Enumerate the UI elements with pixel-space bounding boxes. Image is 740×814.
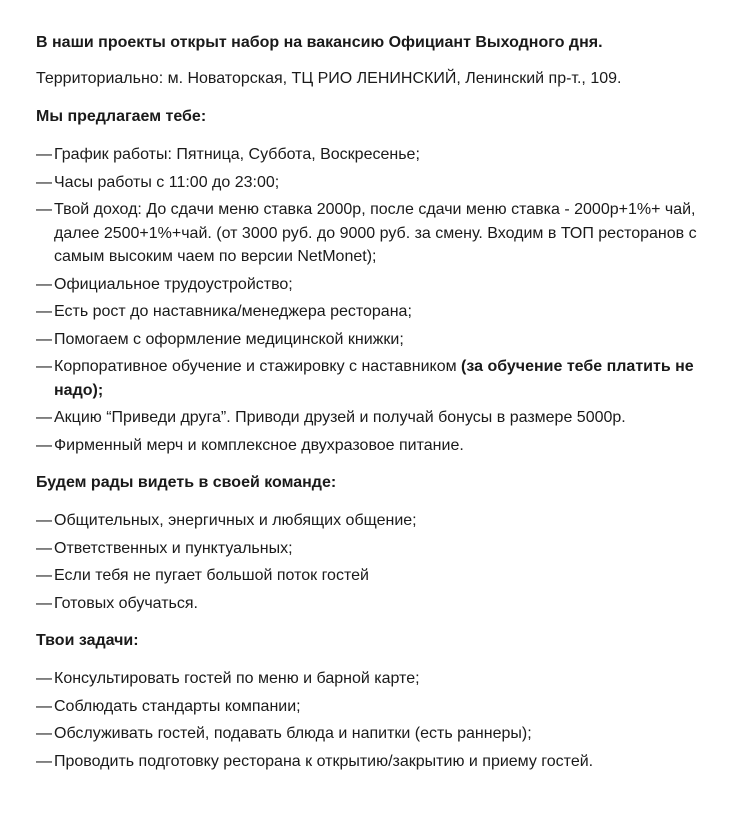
offer-item-text: График работы: Пятница, Суббота, Воскресенье; (54, 146, 420, 163)
dash-bullet: — (36, 725, 52, 742)
offer-item-text: Твой доход: До сдачи меню ставка 2000р, после сдачи меню ставка - 2000р+1%+ чай, далее 2500+1%+чай. (от 3000 руб. до 9000 руб. за смену. Входим в ТОП ресторанов с самым высоким чаем по версии NetMonet); (54, 201, 697, 265)
team-item-text: Готовых обучаться. (54, 594, 198, 612)
list-item (36, 273, 726, 297)
training-note: (за обучение тебе платить не надо); (54, 358, 694, 399)
team-item-text: Ответственных и пунктуальных; (54, 539, 293, 557)
list-item (36, 328, 726, 352)
task-item-text: Консультировать гостей по меню и барной карте; (54, 670, 420, 687)
offer-item-text: Официальное трудоустройство; (54, 275, 293, 293)
dash-bullet: — (36, 201, 52, 218)
dash-bullet: — (36, 697, 52, 715)
list-item (36, 750, 726, 774)
dash-bullet: — (36, 173, 52, 191)
tasks-title: Твои задачи: (36, 632, 139, 649)
dash-bullet: — (36, 512, 52, 529)
dash-bullet: — (36, 539, 52, 557)
dash-bullet: — (36, 303, 52, 320)
vacancy-headline: В наши проекты открыт набор на вакансию Официант Выходного дня. (36, 34, 603, 51)
location-text: Территориально: м. Новаторская, ТЦ РИО ЛЕНИНСКИЙ, Ленинский пр-т., 109. (36, 70, 622, 87)
list-item (36, 171, 726, 195)
team-item-text: Общительных, энергичных и любящих общение; (54, 512, 417, 529)
dash-bullet: — (36, 436, 52, 454)
offer-title: Мы предлагаем тебе: (36, 108, 207, 125)
list-item (36, 198, 726, 269)
list-item (36, 406, 726, 430)
list-item (36, 143, 726, 167)
team-item-text: Если тебя не пугает большой поток гостей (54, 567, 369, 584)
list-item (36, 592, 726, 616)
dash-bullet: — (36, 567, 52, 584)
team-title: Будем рады видеть в своей команде: (36, 474, 337, 491)
task-item-text: Проводить подготовку ресторана к открытию/закрытию и приему гостей. (54, 752, 594, 770)
offer-item-text: Есть рост до наставника/менеджера ресторана; (54, 303, 412, 320)
task-item-text: Соблюдать стандарты компании; (54, 697, 301, 715)
dash-bullet: — (36, 358, 52, 375)
list-item (36, 722, 726, 746)
list-item (36, 564, 726, 588)
list-item (36, 509, 726, 533)
list-item (36, 537, 726, 561)
offer-item-text: Часы работы с 11:00 до 23:00; (54, 173, 280, 191)
list-item (36, 695, 726, 719)
list-item (36, 667, 726, 691)
offer-item-text: Фирменный мерч и комплексное двухразовое питание. (54, 436, 464, 454)
list-item (36, 355, 726, 402)
list-item (36, 300, 726, 324)
dash-bullet: — (36, 670, 52, 687)
dash-bullet: — (36, 409, 52, 426)
offer-list (36, 143, 726, 461)
offer-item-text: Акцию “Приведи друга”. Приводи друзей и получай бонусы в размере 5000р. (54, 409, 626, 426)
tasks-list (36, 667, 726, 777)
dash-bullet: — (36, 594, 52, 612)
list-item (36, 434, 726, 458)
dash-bullet: — (36, 146, 52, 163)
dash-bullet: — (36, 752, 52, 770)
team-list (36, 509, 726, 619)
offer-item-text: Помогаем с оформление медицинской книжки; (54, 330, 404, 348)
dash-bullet: — (36, 330, 52, 348)
dash-bullet: — (36, 275, 52, 293)
task-item-text: Обслуживать гостей, подавать блюда и напитки (есть раннеры); (54, 725, 532, 742)
offer-item-text: Корпоративное обучение и стажировку с наставником (54, 358, 462, 375)
